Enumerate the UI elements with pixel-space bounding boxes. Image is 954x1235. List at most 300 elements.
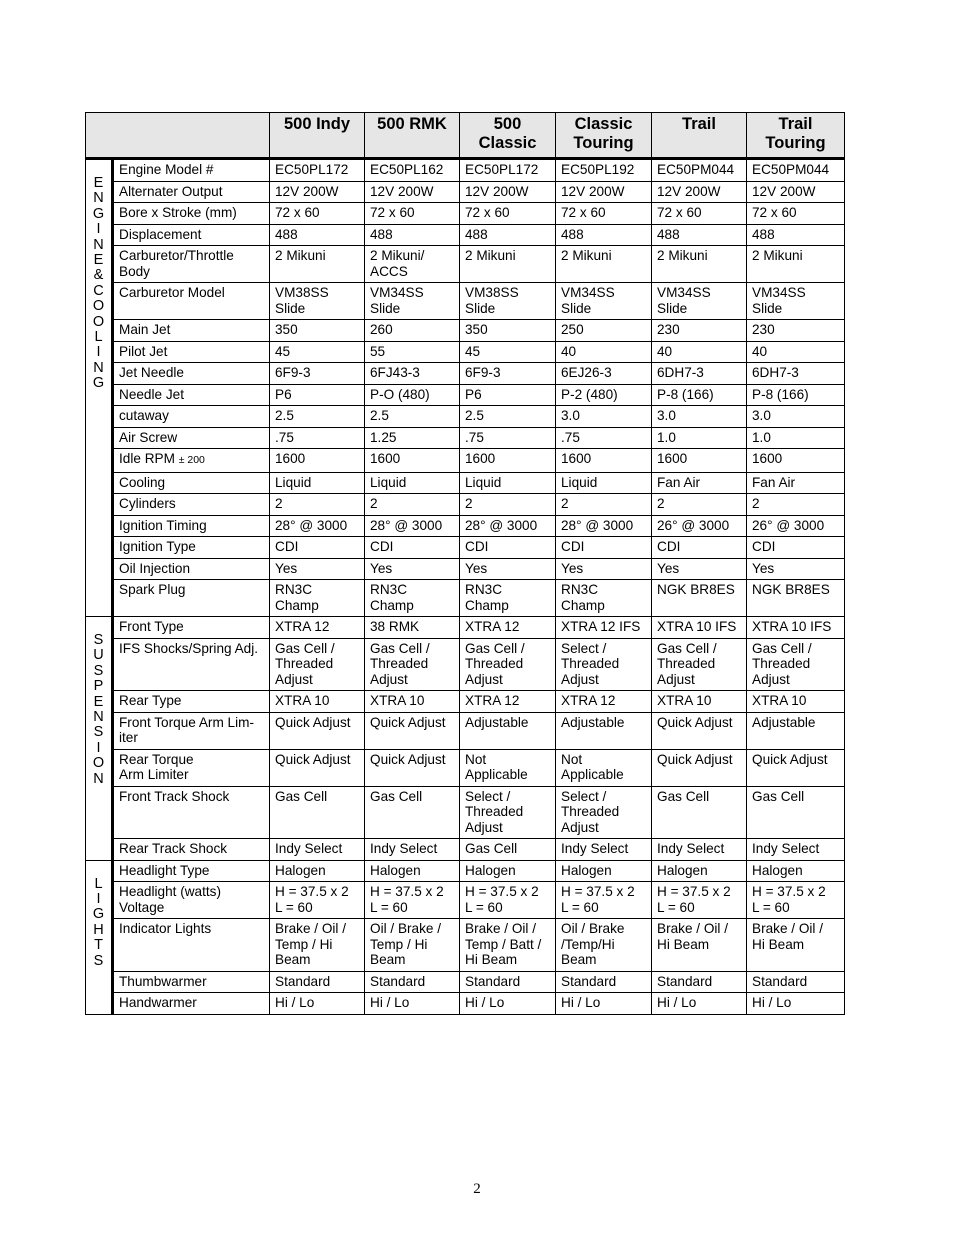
value-cell: 40 [747, 341, 845, 363]
section-letter: I [96, 221, 101, 238]
value-cell: Adjustable [556, 712, 652, 749]
row-label [113, 406, 270, 428]
value-cell: Yes [365, 558, 460, 580]
spec-body [86, 159, 845, 1015]
value-cell: 2 [460, 494, 556, 516]
section-letter: G [92, 205, 105, 222]
value-cell: Hi / Lo [460, 993, 556, 1015]
value-cell: NGK BR8ES [747, 580, 845, 617]
value-cell: Halogen [652, 860, 747, 882]
value-cell: 72 x 60 [747, 203, 845, 225]
value-cell: 2 [270, 494, 365, 516]
section-letter: S [93, 724, 104, 741]
value-cell: 72 x 60 [365, 203, 460, 225]
section-letter: G [92, 906, 105, 923]
value-cell: 38 RMK [365, 617, 460, 639]
value-cell: Gas Cell / Threaded Adjust [652, 638, 747, 691]
value-cell: CDI [556, 537, 652, 559]
value-cell: XTRA 10 [652, 691, 747, 713]
value-cell: VM34SS Slide [652, 283, 747, 320]
row-label [113, 919, 270, 972]
row-label-text: Rear Torque Arm Limiter [119, 751, 194, 782]
row-label [113, 159, 270, 182]
row-label [113, 363, 270, 385]
value-cell: Fan Air [747, 472, 845, 494]
table-row [86, 406, 845, 428]
table-row [86, 712, 845, 749]
value-cell: 28° @ 3000 [270, 515, 365, 537]
value-cell: Oil / Brake / Temp / Hi Beam [365, 919, 460, 972]
value-cell: Standard [270, 971, 365, 993]
value-cell: Quick Adjust [270, 712, 365, 749]
value-cell: 230 [652, 320, 747, 342]
value-cell: 72 x 60 [652, 203, 747, 225]
section-letter: N [93, 359, 104, 376]
row-label-text: Cooling [119, 474, 166, 490]
value-cell: 6DH7-3 [652, 363, 747, 385]
value-cell: Brake / Oil / Temp / Batt / Hi Beam [460, 919, 556, 972]
section-letter: S [93, 632, 104, 648]
table-row [86, 691, 845, 713]
section-letter: N [93, 770, 104, 787]
section-letter: O [92, 313, 105, 330]
row-label [113, 427, 270, 449]
table-row [86, 617, 845, 639]
section-letter: U [93, 647, 104, 664]
value-cell: 2.5 [365, 406, 460, 428]
row-label-text: Pilot Jet [119, 343, 168, 359]
value-cell: Liquid [270, 472, 365, 494]
value-cell: Standard [747, 971, 845, 993]
table-row [86, 427, 845, 449]
table-row [86, 993, 845, 1015]
table-row [86, 203, 845, 225]
value-cell: XTRA 10 [365, 691, 460, 713]
header-blank-cell [86, 113, 270, 159]
table-row [86, 449, 845, 473]
row-label [113, 993, 270, 1015]
value-cell: EC50PM044 [652, 159, 747, 182]
row-label-text: Main Jet [119, 322, 171, 337]
row-label [113, 449, 270, 473]
table-row [86, 919, 845, 972]
value-cell: Gas Cell / Threaded Adjust [747, 638, 845, 691]
row-label-text: Rear Track Shock [119, 841, 228, 856]
value-cell: P-O (480) [365, 384, 460, 406]
value-cell: 40 [556, 341, 652, 363]
value-cell: Indy Select [270, 839, 365, 861]
row-label-text: Displacement [119, 226, 202, 242]
value-cell: 1.25 [365, 427, 460, 449]
value-cell: Not Applicable [460, 749, 556, 786]
value-cell: Oil / Brake /Temp/Hi Beam [556, 919, 652, 972]
value-cell: 45 [270, 341, 365, 363]
row-label [113, 882, 270, 919]
value-cell: H = 37.5 x 2 L = 60 [747, 882, 845, 919]
value-cell: P-2 (480) [556, 384, 652, 406]
value-cell: Hi / Lo [365, 993, 460, 1015]
row-label-text: Thumbwarmer [119, 973, 207, 989]
value-cell: Gas Cell [747, 786, 845, 839]
value-cell: 1600 [652, 449, 747, 473]
value-cell: 45 [460, 341, 556, 363]
value-cell: Brake / Oil / Hi Beam [652, 919, 747, 972]
row-label-text: Rear Type [119, 693, 182, 708]
value-cell: Gas Cell / Threaded Adjust [460, 638, 556, 691]
row-label [113, 384, 270, 406]
section-letter: N [93, 709, 104, 726]
value-cell: Halogen [747, 860, 845, 882]
value-cell: VM38SS Slide [270, 283, 365, 320]
header-500-rmk: 500 RMK [365, 113, 460, 159]
value-cell: H = 37.5 x 2 L = 60 [460, 882, 556, 919]
value-cell: .75 [460, 427, 556, 449]
value-cell: EC50PL172 [460, 159, 556, 182]
row-label-text: Bore x Stroke (mm) [119, 205, 237, 220]
row-label [113, 712, 270, 749]
value-cell: NGK BR8ES [652, 580, 747, 617]
row-label-text: Carburetor/Throttle Body [119, 248, 234, 279]
table-row [86, 537, 845, 559]
value-cell: Standard [365, 971, 460, 993]
row-label [113, 971, 270, 993]
table-row [86, 159, 845, 182]
value-cell: Fan Air [652, 472, 747, 494]
value-cell: EC50PM044 [747, 159, 845, 182]
row-label-text: Front Track Shock [119, 788, 230, 804]
value-cell: 1600 [270, 449, 365, 473]
section-letter: S [93, 662, 104, 679]
value-cell: 488 [652, 224, 747, 246]
value-cell: 28° @ 3000 [460, 515, 556, 537]
table-row [86, 860, 845, 882]
value-cell: Brake / Oil / Hi Beam [747, 919, 845, 972]
value-cell: 488 [747, 224, 845, 246]
value-cell: H = 37.5 x 2 L = 60 [556, 882, 652, 919]
row-label-text: Indicator Lights [119, 921, 212, 936]
table-row [86, 341, 845, 363]
row-label [113, 203, 270, 225]
table-row [86, 224, 845, 246]
table-row [86, 472, 845, 494]
value-cell: VM34SS Slide [747, 283, 845, 320]
value-cell: 12V 200W [460, 181, 556, 203]
row-label-text: Alternater Output [119, 183, 223, 199]
row-label [113, 580, 270, 617]
row-label [113, 283, 270, 320]
value-cell: Gas Cell / Threaded Adjust [270, 638, 365, 691]
row-label-text: Needle Jet [119, 386, 184, 402]
value-cell: Indy Select [747, 839, 845, 861]
value-cell: XTRA 12 [460, 617, 556, 639]
value-cell: 2 Mikuni [460, 246, 556, 283]
row-label-text: Front Torque Arm Lim- iter [119, 714, 254, 745]
section-letter: N [93, 190, 104, 207]
value-cell: EC50PL172 [270, 159, 365, 182]
spec-table [85, 112, 845, 1015]
value-cell: 1.0 [747, 427, 845, 449]
row-label-text: Ignition Type [119, 539, 196, 554]
section-letter: G [92, 375, 105, 392]
row-label-text: Headlight (watts) Voltage [119, 884, 221, 915]
value-cell: CDI [365, 537, 460, 559]
row-label-text: IFS Shocks/Spring Adj. [119, 640, 259, 656]
value-cell: 2.5 [460, 406, 556, 428]
value-cell: RN3C Champ [365, 580, 460, 617]
section-letter: E [93, 175, 104, 191]
table-row [86, 749, 845, 786]
table-row [86, 786, 845, 839]
value-cell: 2 Mikuni [270, 246, 365, 283]
value-cell: 488 [270, 224, 365, 246]
value-cell: 40 [652, 341, 747, 363]
row-label [113, 558, 270, 580]
section-label-suspension [86, 617, 113, 861]
section-label-lights [86, 860, 113, 1014]
row-label-text: Front Type [119, 619, 184, 634]
row-label-suffix: ± 200 [178, 454, 205, 466]
section-letter: L [94, 875, 103, 892]
value-cell: XTRA 10 IFS [652, 617, 747, 639]
value-cell: 12V 200W [652, 181, 747, 203]
value-cell: 2 [365, 494, 460, 516]
section-letter: I [96, 890, 101, 907]
value-cell: Halogen [556, 860, 652, 882]
table-row [86, 515, 845, 537]
row-label-text: Oil Injection [119, 560, 191, 576]
value-cell: VM38SS Slide [460, 283, 556, 320]
section-letter: S [93, 952, 104, 969]
row-label-text: Idle RPM [119, 451, 175, 466]
value-cell: Halogen [270, 860, 365, 882]
row-label [113, 181, 270, 203]
value-cell: Quick Adjust [652, 749, 747, 786]
section-letter: H [93, 921, 104, 938]
value-cell: .75 [556, 427, 652, 449]
value-cell: 55 [365, 341, 460, 363]
table-row [86, 363, 845, 385]
header-row [86, 113, 845, 159]
value-cell: XTRA 12 [460, 691, 556, 713]
value-cell: Quick Adjust [365, 712, 460, 749]
value-cell: VM34SS Slide [365, 283, 460, 320]
header-trail-touring: Trail Touring [747, 113, 845, 159]
value-cell: Hi / Lo [652, 993, 747, 1015]
value-cell: EC50PL192 [556, 159, 652, 182]
value-cell: Adjustable [460, 712, 556, 749]
value-cell: H = 37.5 x 2 L = 60 [652, 882, 747, 919]
row-label-text: Cylinders [119, 496, 176, 511]
table-row [86, 580, 845, 617]
value-cell: Halogen [365, 860, 460, 882]
section-letter: E [93, 693, 104, 710]
value-cell: Select / Threaded Adjust [556, 786, 652, 839]
page-number: 2 [473, 1181, 481, 1197]
value-cell: XTRA 12 [556, 691, 652, 713]
row-label-text: Spark Plug [119, 582, 186, 597]
value-cell: Quick Adjust [652, 712, 747, 749]
value-cell: 12V 200W [365, 181, 460, 203]
row-label-text: Handwarmer [119, 995, 197, 1010]
row-label [113, 472, 270, 494]
value-cell: 2 Mikuni [556, 246, 652, 283]
value-cell: H = 37.5 x 2 L = 60 [365, 882, 460, 919]
value-cell: 488 [365, 224, 460, 246]
section-letter: L [94, 329, 103, 346]
value-cell: CDI [270, 537, 365, 559]
value-cell: 3.0 [652, 406, 747, 428]
value-cell: CDI [652, 537, 747, 559]
value-cell: 12V 200W [556, 181, 652, 203]
row-label-text: Jet Needle [119, 365, 184, 380]
value-cell: Brake / Oil / Temp / Hi Beam [270, 919, 365, 972]
value-cell: 250 [556, 320, 652, 342]
value-cell: 350 [460, 320, 556, 342]
value-cell: 488 [556, 224, 652, 246]
row-label [113, 839, 270, 861]
value-cell: Yes [652, 558, 747, 580]
value-cell: 6DH7-3 [747, 363, 845, 385]
value-cell: Liquid [556, 472, 652, 494]
value-cell: 2 Mikuni/ ACCS [365, 246, 460, 283]
value-cell: 28° @ 3000 [556, 515, 652, 537]
value-cell: Standard [460, 971, 556, 993]
value-cell: 230 [747, 320, 845, 342]
value-cell: 72 x 60 [556, 203, 652, 225]
header-500-indy: 500 Indy [270, 113, 365, 159]
value-cell: XTRA 12 IFS [556, 617, 652, 639]
value-cell: Standard [556, 971, 652, 993]
value-cell: XTRA 10 [747, 691, 845, 713]
value-cell: XTRA 10 [270, 691, 365, 713]
value-cell: Gas Cell / Threaded Adjust [365, 638, 460, 691]
value-cell: P6 [460, 384, 556, 406]
row-label-text: Engine Model # [119, 162, 214, 177]
value-cell: 1.0 [652, 427, 747, 449]
value-cell: Quick Adjust [747, 749, 845, 786]
section-letter: I [96, 344, 101, 361]
value-cell: 12V 200W [747, 181, 845, 203]
row-label-text: Carburetor Model [119, 285, 225, 300]
value-cell: 72 x 60 [460, 203, 556, 225]
header-classic-touring: Classic Touring [556, 113, 652, 159]
value-cell: 6F9-3 [270, 363, 365, 385]
value-cell: 350 [270, 320, 365, 342]
value-cell: Hi / Lo [747, 993, 845, 1015]
row-label [113, 749, 270, 786]
value-cell: RN3C Champ [460, 580, 556, 617]
value-cell: 28° @ 3000 [365, 515, 460, 537]
row-label [113, 617, 270, 639]
value-cell: Yes [270, 558, 365, 580]
value-cell: Halogen [460, 860, 556, 882]
value-cell: Hi / Lo [556, 993, 652, 1015]
row-label [113, 638, 270, 691]
value-cell: Yes [460, 558, 556, 580]
value-cell: Indy Select [652, 839, 747, 861]
section-letter: N [93, 236, 104, 253]
value-cell: 6F9-3 [460, 363, 556, 385]
value-cell: Gas Cell [270, 786, 365, 839]
value-cell: CDI [747, 537, 845, 559]
value-cell: 6EJ26-3 [556, 363, 652, 385]
row-label [113, 341, 270, 363]
value-cell: P6 [270, 384, 365, 406]
header-500-classic: 500 Classic [460, 113, 556, 159]
value-cell: Liquid [365, 472, 460, 494]
value-cell: 26° @ 3000 [747, 515, 845, 537]
value-cell: EC50PL162 [365, 159, 460, 182]
row-label-text: Headlight Type [119, 862, 210, 878]
row-label [113, 224, 270, 246]
value-cell: Yes [556, 558, 652, 580]
section-letter: E [93, 252, 104, 269]
row-label [113, 246, 270, 283]
value-cell: Select / Threaded Adjust [556, 638, 652, 691]
section-label-engine-cooling [86, 159, 113, 617]
table-row [86, 283, 845, 320]
value-cell: 1600 [747, 449, 845, 473]
value-cell: Standard [652, 971, 747, 993]
row-label [113, 320, 270, 342]
value-cell: 2.5 [270, 406, 365, 428]
value-cell: 260 [365, 320, 460, 342]
section-letter: P [93, 678, 104, 695]
value-cell: VM34SS Slide [556, 283, 652, 320]
row-label [113, 860, 270, 882]
value-cell: Indy Select [556, 839, 652, 861]
table-row [86, 839, 845, 861]
value-cell: 2 Mikuni [652, 246, 747, 283]
value-cell: Not Applicable [556, 749, 652, 786]
row-label [113, 786, 270, 839]
value-cell: RN3C Champ [270, 580, 365, 617]
value-cell: H = 37.5 x 2 L = 60 [270, 882, 365, 919]
section-letter: I [96, 739, 101, 756]
value-cell: 1600 [556, 449, 652, 473]
value-cell: 6FJ43-3 [365, 363, 460, 385]
value-cell: 1600 [365, 449, 460, 473]
table-row [86, 181, 845, 203]
table-row [86, 971, 845, 993]
value-cell: Indy Select [365, 839, 460, 861]
value-cell: 488 [460, 224, 556, 246]
value-cell: XTRA 10 IFS [747, 617, 845, 639]
table-row [86, 558, 845, 580]
row-label [113, 691, 270, 713]
value-cell: 12V 200W [270, 181, 365, 203]
value-cell: 2 Mikuni [747, 246, 845, 283]
header-trail: Trail [652, 113, 747, 159]
value-cell: 2 [747, 494, 845, 516]
value-cell: 1600 [460, 449, 556, 473]
table-row [86, 246, 845, 283]
row-label-text: cutaway [119, 408, 169, 423]
value-cell: P-8 (166) [652, 384, 747, 406]
value-cell: XTRA 12 [270, 617, 365, 639]
row-label [113, 515, 270, 537]
value-cell: Liquid [460, 472, 556, 494]
value-cell: Yes [747, 558, 845, 580]
section-letter: & [93, 267, 104, 284]
value-cell: RN3C Champ [556, 580, 652, 617]
value-cell: Gas Cell [365, 786, 460, 839]
section-letter: O [92, 298, 105, 315]
value-cell: Select / Threaded Adjust [460, 786, 556, 839]
table-row [86, 882, 845, 919]
value-cell: Quick Adjust [365, 749, 460, 786]
value-cell: 3.0 [747, 406, 845, 428]
